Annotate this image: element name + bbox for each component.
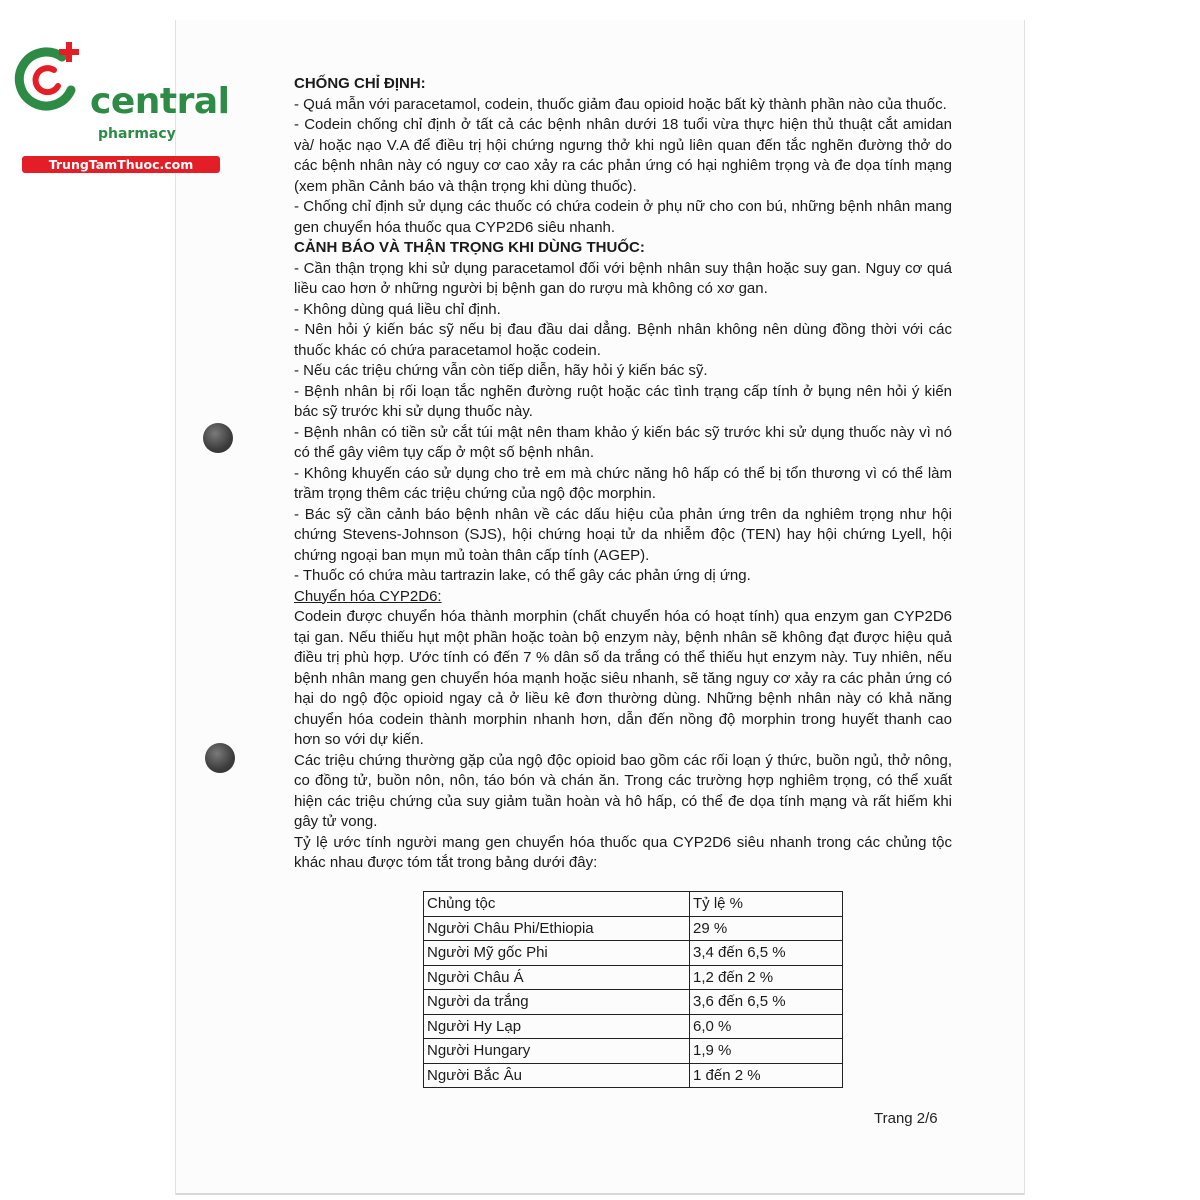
- paragraph: Codein được chuyển hóa thành morphin (chất chuyển hóa có hoạt tính) qua enzym gan CYP2D6 tại gan. Nếu thiếu hụt một phần hoặc toàn bộ enzym này, bệnh nhân sẽ không đạt được hiệu quả điều trị phù hợp. Ước tính có đến 7 % dân số da trắng có thể thiếu hụt enzym này. Tuy nhiên, nếu bệnh nhân mang gen chuyển hóa mạnh hoặc siêu nhanh, sẽ tăng nguy cơ xảy ra các phản ứng có hại do ngộ độc opioid ngay cả ở liều kê đơn thường dùng. Những bệnh nhân này có khả năng chuyển hóa codein thành morphin nhanh hơn, dẫn đến nồng độ morphin trong huyết thanh cao hơn so với dự kiến.: [294, 608, 952, 748]
- table-header-row: [424, 892, 843, 917]
- table-row: [424, 916, 843, 941]
- paragraph: - Không dùng quá liều chỉ định.: [294, 300, 501, 318]
- table-row: [424, 1063, 843, 1088]
- table-cell: 3,6 đến 6,5 %: [690, 990, 843, 1015]
- table-cell: Người Mỹ gốc Phi: [424, 941, 690, 966]
- table-cell: 1,2 đến 2 %: [690, 965, 843, 990]
- document-body: [294, 74, 952, 874]
- table-cell: 1,9 %: [690, 1039, 843, 1064]
- table-cell: Người Châu Á: [424, 965, 690, 990]
- table-row: [424, 941, 843, 966]
- central-pharmacy-logo-icon: [10, 38, 90, 118]
- punch-hole: [203, 423, 233, 453]
- logo-sub-text: pharmacy: [98, 126, 176, 142]
- section-heading-contraindications: CHỐNG CHỈ ĐỊNH:: [294, 75, 426, 92]
- logo-site-badge: TrungTamThuoc.com: [22, 156, 220, 173]
- paragraph: - Chống chỉ định sử dụng các thuốc có chứa codein ở phụ nữ cho con bú, những bệnh nhân mang gen chuyển hóa thuốc qua CYP2D6 siêu nhanh.: [294, 198, 952, 236]
- paragraph: Các triệu chứng thường gặp của ngộ độc opioid bao gồm các rối loạn ý thức, buồn ngủ, thở nông, co đồng tử, buồn nôn, nôn, táo bón và chán ăn. Trong các trường hợp nghiêm trọng, có thể xuất hiện các triệu chứng của suy giảm tuần hoàn và hô hấp, có thể đe dọa tính mạng và rất hiếm khi gây tử vong.: [294, 751, 952, 830]
- section-heading-warnings: CẢNH BÁO VÀ THẬN TRỌNG KHI DÙNG THUỐC:: [294, 239, 645, 256]
- table-cell: Người Hungary: [424, 1039, 690, 1064]
- table-row: [424, 965, 843, 990]
- table-cell: Người Bắc Âu: [424, 1063, 690, 1088]
- table-cell: 3,4 đến 6,5 %: [690, 941, 843, 966]
- paragraph: - Bác sỹ cần cảnh báo bệnh nhân về các dấu hiệu của phản ứng trên da nghiêm trọng như hội chứng Stevens-Johnson (SJS), hội chứng hoại tử da nhiễm độc (TEN) hay hội chứng Lyell, hội chứng ngoại ban mụn mủ toàn thân cấp tính (AGEP).: [294, 505, 952, 564]
- table-cell: 29 %: [690, 916, 843, 941]
- paragraph: - Nếu các triệu chứng vẫn còn tiếp diễn, hãy hỏi ý kiến bác sỹ.: [294, 362, 708, 379]
- paragraph: - Bệnh nhân bị rối loạn tắc nghẽn đường ruột hoặc các tình trạng cấp tính ở bụng nên hỏi ý kiến bác sỹ trước khi sử dụng thuốc này.: [294, 382, 952, 420]
- table-cell: 1 đến 2 %: [690, 1063, 843, 1088]
- section-heading-cyp2d6: Chuyển hóa CYP2D6:: [294, 587, 442, 605]
- table-cell: 6,0 %: [690, 1014, 843, 1039]
- paragraph: - Bệnh nhân có tiền sử cắt túi mật nên tham khảo ý kiến bác sỹ trước khi sử dụng thuốc này vì nó có thể gây viêm tụy cấp ở một số bệnh nhân.: [294, 423, 952, 461]
- table-row: [424, 1039, 843, 1064]
- paragraph: Tỷ lệ ước tính người mang gen chuyển hóa thuốc qua CYP2D6 siêu nhanh trong các chủng tộc khác nhau được tóm tắt trong bảng dưới đây:: [294, 833, 952, 871]
- paragraph: - Thuốc có chứa màu tartrazin lake, có thể gây các phản ứng dị ứng.: [294, 567, 751, 584]
- brand-logo[interactable]: [10, 38, 230, 172]
- paragraph: - Nên hỏi ý kiến bác sỹ nếu bị đau đầu dai dẳng. Bệnh nhân không nên dùng đồng thời với các thuốc khác có chứa paracetamol hoặc codein.: [294, 321, 952, 359]
- table-header-cell: Tỷ lệ %: [690, 892, 843, 917]
- table-row: [424, 990, 843, 1015]
- punch-hole: [205, 743, 235, 773]
- table-header-cell: Chủng tộc: [424, 892, 690, 917]
- table-cell: Người Châu Phi/Ethiopia: [424, 916, 690, 941]
- paragraph: - Quá mẫn với paracetamol, codein, thuốc giảm đau opioid hoặc bất kỳ thành phần nào của thuốc.: [294, 95, 947, 113]
- table-row: [424, 1014, 843, 1039]
- table-cell: Người da trắng: [424, 990, 690, 1015]
- paragraph: - Cần thận trọng khi sử dụng paracetamol đối với bệnh nhân suy thận hoặc suy gan. Nguy cơ quá liều cao hơn ở những người bị bệnh gan do rượu mà không có xơ gan.: [294, 259, 952, 297]
- page-number: Trang 2/6: [874, 1110, 938, 1127]
- paragraph: - Không khuyến cáo sử dụng cho trẻ em mà chức năng hô hấp có thể bị tổn thương vì có thể làm trầm trọng thêm các triệu chứng của ngộ độc morphin.: [294, 464, 952, 502]
- table-cell: Người Hy Lạp: [424, 1014, 690, 1039]
- cyp2d6-rate-table: [423, 891, 843, 1088]
- paragraph: - Codein chống chỉ định ở tất cả các bệnh nhân dưới 18 tuổi vừa thực hiện thủ thuật cắt amidan và/ hoặc nạo V.A để điều trị hội chứng ngưng thở khi ngủ liên quan đến tắc nghẽn đường thở do các bệnh nhân này có nguy cơ cao xảy ra các phản ứng có hại nghiêm trọng và đe dọa tính mạng (xem phần Cảnh báo và thận trọng khi dùng thuốc).: [294, 116, 952, 195]
- logo-brand-text: central: [90, 81, 230, 122]
